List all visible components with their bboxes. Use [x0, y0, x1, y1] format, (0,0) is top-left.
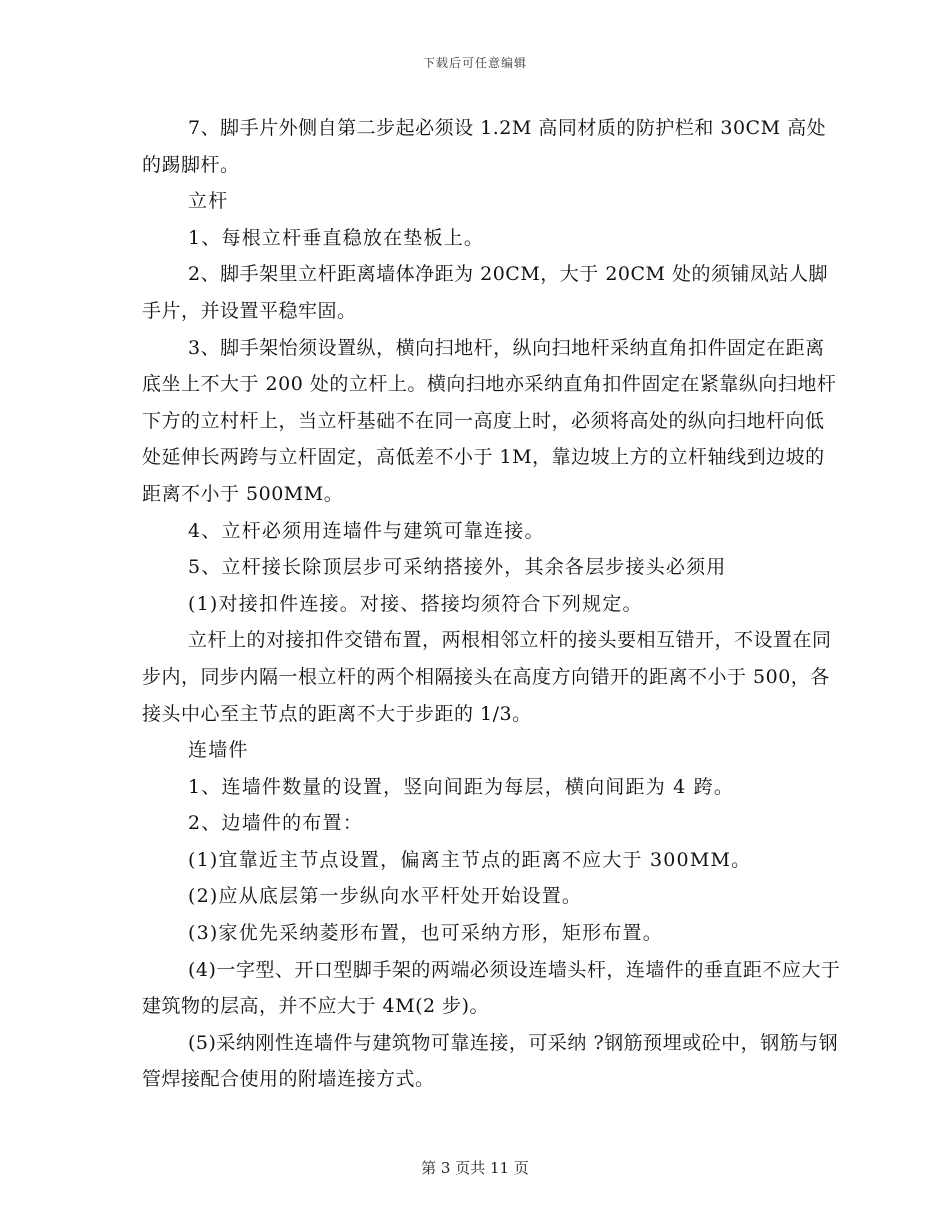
paragraph: (2)应从底层第一步纵向水平杆处开始设置。: [188, 885, 583, 908]
paragraph: 2、脚手架里立杆距离墙体净距为 20CM，大于 20CM 处的须铺凤站人脚手片，并设置平稳牢固。: [142, 263, 829, 322]
section-heading-upright-pole: 立杆: [188, 190, 229, 213]
paragraph: (3)家优先采纳菱形布置，也可采纳方形，矩形布置。: [188, 922, 663, 945]
paragraph: 4、立杆必须用连墙件与建筑可靠连接。: [188, 519, 545, 542]
paragraph: (1)对接扣件连接。对接、搭接均须符合下列规定。: [188, 592, 643, 615]
paragraph: 立杆上的对接扣件交错布置，两根相邻立杆的接头要相互错开，不设置在同步内，同步内隔一根立杆的两个相隔接头在高度方向错开的距离不小于 500，各接头中心至主节点的距离不大于步距的 1/3。: [142, 629, 832, 725]
paragraph: 1、每根立杆垂直稳放在垫板上。: [188, 226, 485, 249]
page-number-footer: 第 3 页共 11 页: [421, 1159, 529, 1177]
page-header: 下载后可任意编辑: [422, 56, 527, 70]
paragraph: (4)一字型、开口型脚手架的两端必须设连墙头杆，连墙件的垂直距不应大于建筑物的层高，并不应大于 4M(2 步)。: [142, 958, 841, 1018]
paragraph: 5、立杆接长除顶层步可采纳搭接外，其余各层步接头必须用: [188, 556, 727, 579]
paragraph: (1)宜靠近主节点设置，偏离主节点的距离不应大于 300MM。: [188, 848, 752, 871]
paragraph: (5)采纳刚性连墙件与建筑物可靠连接，可采纳 ?钢筋预埋或砼中，钢筋与钢管焊接配合使用的附墙连接方式。: [142, 1031, 839, 1091]
paragraph: 3、脚手架怡须设置纵，横向扫地杆，纵向扫地杆采纳直角扣件固定在距离底坐上不大于 200 处的立杆上。横向扫地亦采纳直角扣件固定在紧靠纵向扫地杆下方的立村杆上，当立杆基础不在同一高度上时，必须将高处的纵向扫地杆向低处延伸长两跨与立杆固定，高低差不小于 1M，靠边坡上方的立杆轴线到边坡的距离不小于 500MM。: [142, 336, 837, 505]
paragraph: 7、脚手片外侧自第二步起必须设 1.2M 高同材质的防护栏和 30CM 高处的踢脚杆。: [142, 117, 827, 176]
document-body: [142, 110, 842, 1098]
paragraph: 2、边墙件的布置：: [188, 812, 363, 835]
paragraph: 1、连墙件数量的设置，竖向间距为每层，横向间距为 4 跨。: [188, 775, 735, 798]
section-heading-wall-tie: 连墙件: [188, 739, 249, 762]
